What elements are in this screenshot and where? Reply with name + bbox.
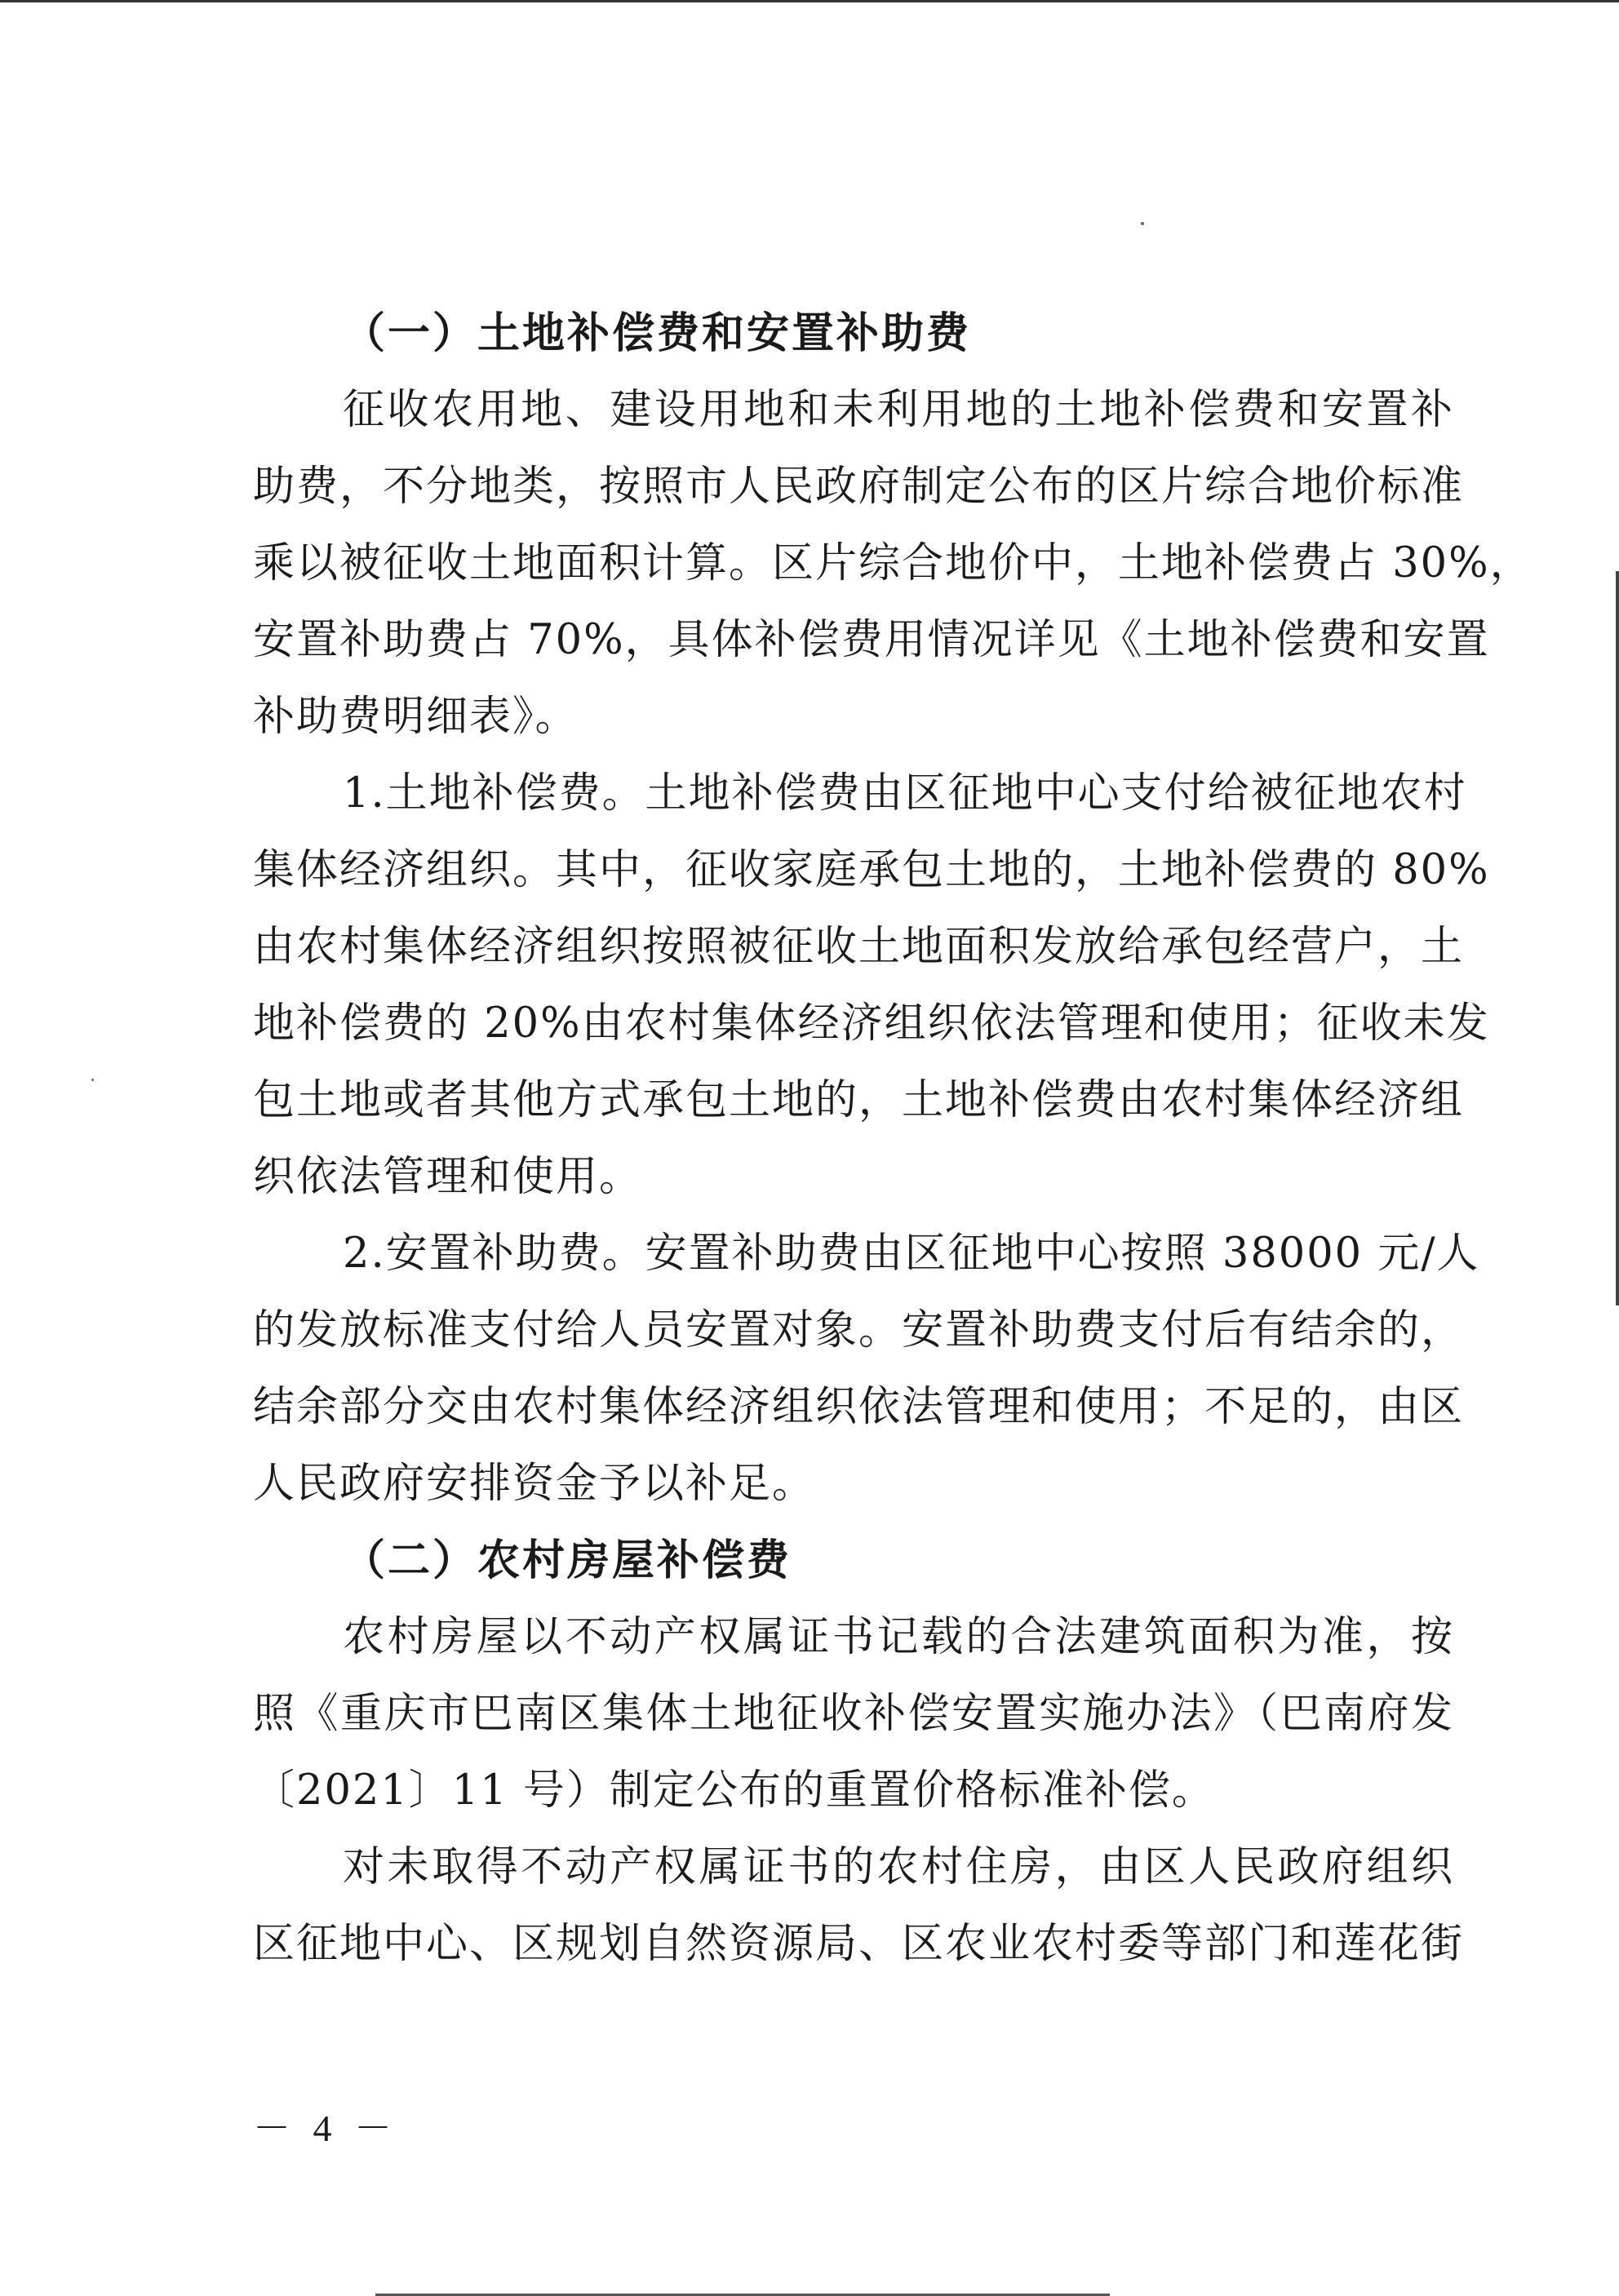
paragraph-line: 照《重庆市巴南区集体土地征收补偿安置实施办法》（巴南府发 [253,1690,1454,1738]
paragraph-line: 〔2021〕11 号）制定公布的重置价格标准补偿。 [253,1766,1215,1815]
paragraph-line: 乘以被征收土地面积计算。区片综合地价中，土地补偿费占 30%， [253,539,1533,587]
paragraph-line: 2.安置补助费。安置补助费由区征地中心按照 38000 元/人 [343,1230,1480,1278]
paragraph-line: 集体经济组织。其中，征收家庭承包土地的，土地补偿费的 80% [253,846,1490,894]
body-text [253,295,1533,1983]
paragraph-line: 织依法管理和使用。 [253,1153,643,1201]
paragraph-line: 农村房屋以不动产权属证书记载的合法建筑面积为准，按 [343,1613,1454,1661]
paragraph-line: 的发放标准支付给人员安置对象。安置补助费支付后有结余的， [253,1306,1465,1354]
paragraph-line: 征收农用地、建设用地和未利用地的土地补偿费和安置补 [343,386,1454,434]
section-heading: （二）农村房屋补偿费 [343,1536,792,1585]
paragraph-line: 人民政府安排资金予以补足。 [253,1460,816,1508]
paragraph-line: 1.土地补偿费。土地补偿费由区征地中心支付给被征地农村 [343,769,1467,818]
scan-edge-top [0,0,1619,2]
paragraph-line: 结余部分交由农村集体经济组织依法管理和使用；不足的，由区 [253,1383,1465,1431]
scan-speck [1141,222,1144,225]
scan-edge-right [1616,571,1619,1305]
page-number: － 4 － [253,2108,398,2149]
paragraph-line: 助费，不分地类，按照市人民政府制定公布的区片综合地价标准 [253,463,1465,511]
paragraph-line: 由农村集体经济组织按照被征收土地面积发放给承包经营户，土 [253,923,1465,971]
paragraph-line: 地补偿费的 20%由农村集体经济组织依法管理和使用；征收未发 [253,1000,1490,1048]
section-heading: （一）土地补偿费和安置补助费 [343,308,972,358]
scan-speck [91,1079,94,1081]
paragraph-line: 包土地或者其他方式承包土地的，土地补偿费由农村集体经济组 [253,1076,1465,1124]
paragraph-line: 区征地中心、区规划自然资源局、区农业农村委等部门和莲花街 [253,1920,1465,1968]
paragraph-line: 安置补助费占 70%，具体补偿费用情况详见《土地补偿费和安置 [253,616,1490,664]
paragraph-line: 对未取得不动产权属证书的农村住房，由区人民政府组织 [343,1843,1454,1891]
paragraph-line: 补助费明细表》。 [253,693,579,741]
